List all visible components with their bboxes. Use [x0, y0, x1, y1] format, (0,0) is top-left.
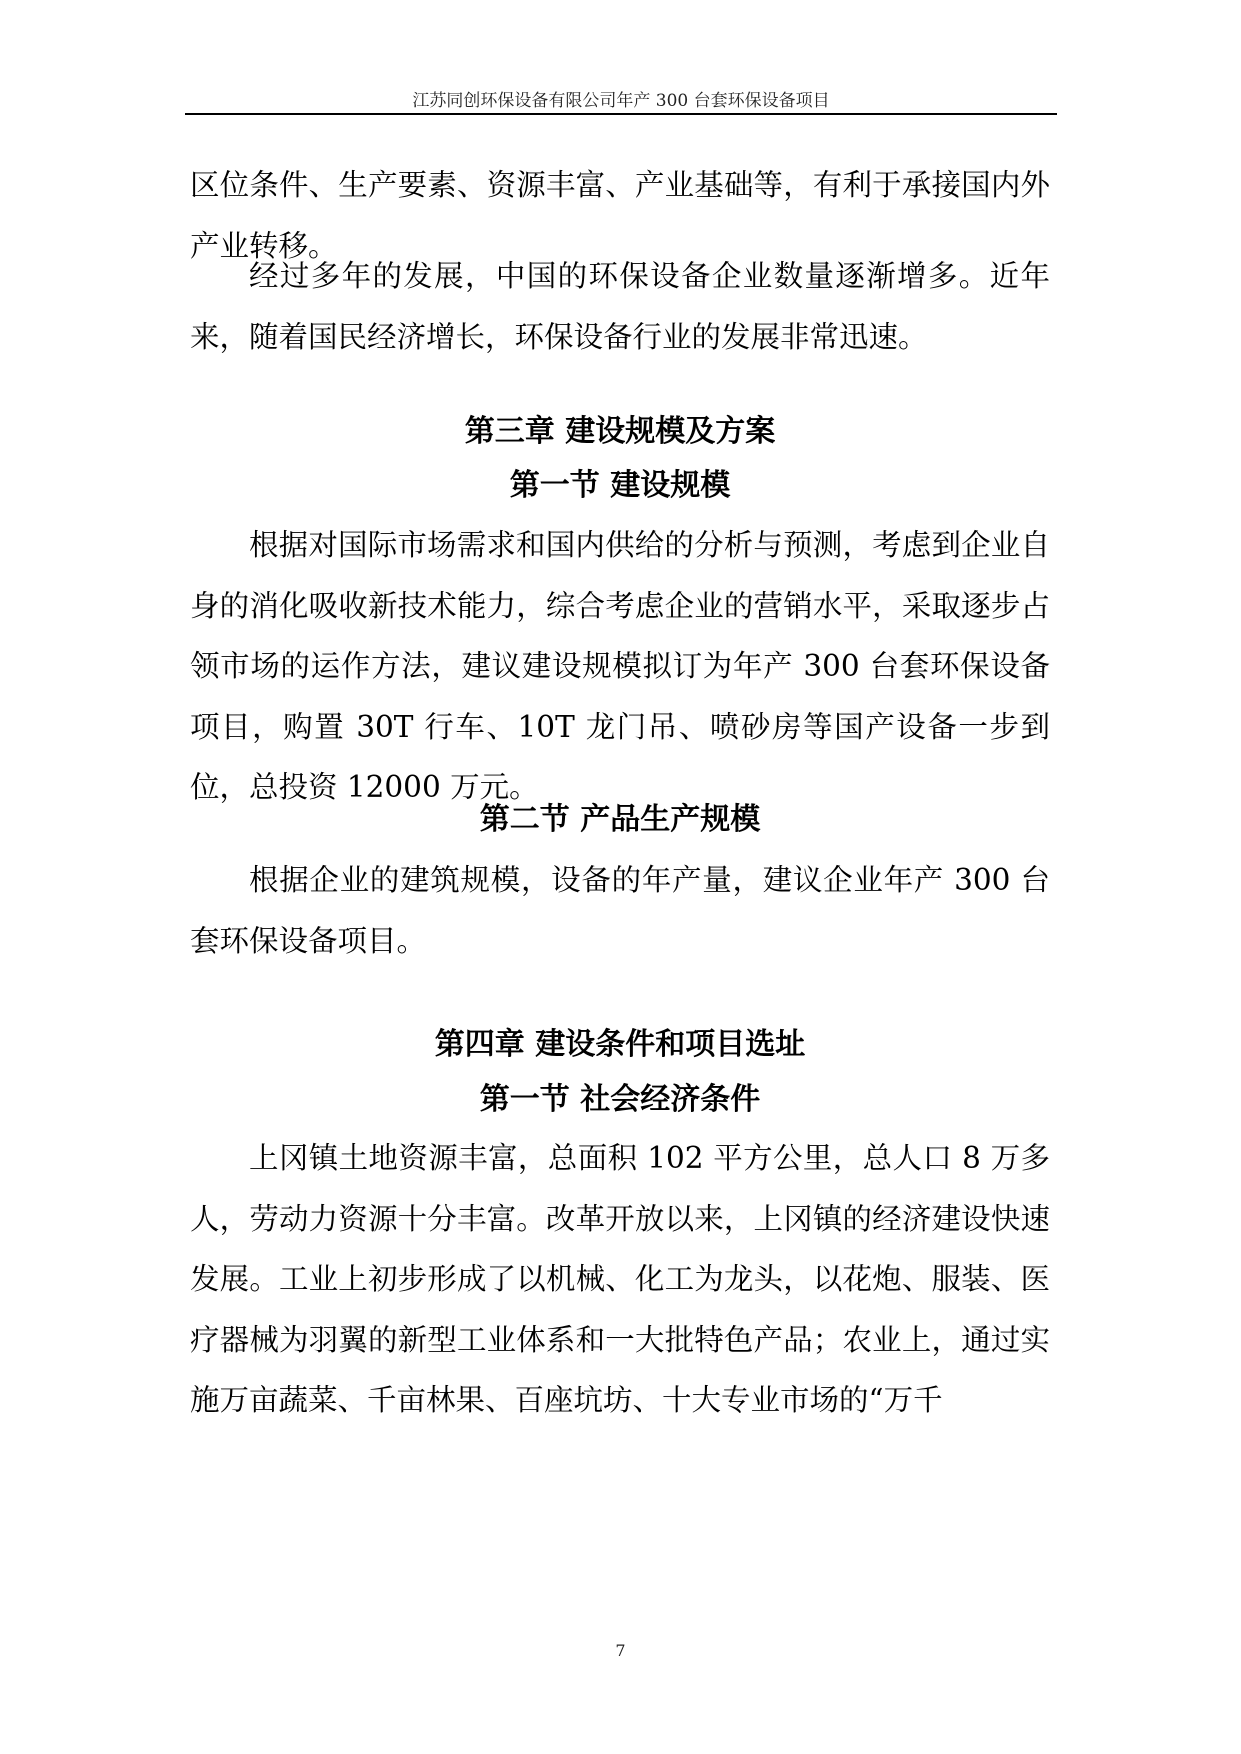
paragraph-2: 经过多年的发展，中国的环保设备企业数量逐渐增多。近年来，随着国民经济增长，环保设备行业的发展非常迅速。: [190, 259, 1050, 354]
chapter-3-heading: 第三章 建设规模及方案: [464, 414, 776, 449]
paragraph-1: 区位条件、生产要素、资源丰富、产业基础等，有利于承接国内外产业转移。: [190, 168, 1050, 263]
page-number: 7: [615, 1641, 626, 1660]
chapter-4-heading: 第四章 建设条件和项目选址: [434, 1027, 806, 1062]
paragraph-3: 根据对国际市场需求和国内供给的分析与预测，考虑到企业自身的消化吸收新技术能力，综合考虑企业的营销水平，采取逐步占领市场的运作方法，建议建设规模拟订为年产 300 台套环保设备项目，购置 30T 行车、10T 龙门吊、喷砂房等国产设备一步到位，总投资 12000 万元。: [190, 528, 1050, 804]
chapter-3-section-1-heading: 第一节 建设规模: [509, 468, 731, 503]
paragraph-4: 根据企业的建筑规模，设备的年产量，建议企业年产 300 台套环保设备项目。: [190, 863, 1050, 958]
header-rule: [185, 113, 1057, 115]
paragraph-5: 上冈镇土地资源丰富，总面积 102 平方公里，总人口 8 万多人，劳动力资源十分丰富。改革开放以来，上冈镇的经济建设快速发展。工业上初步形成了以机械、化工为龙头，以花炮、服装、医疗器械为羽翼的新型工业体系和一大批特色产品；农业上，通过实施万亩蔬菜、千亩林果、百座坑坊、十大专业市场的“万千: [190, 1141, 1050, 1417]
chapter-3-section-2-heading: 第二节 产品生产规模: [479, 802, 761, 837]
running-header: 江苏同创环保设备有限公司年产 300 台套环保设备项目: [412, 91, 830, 111]
chapter-4-section-1-heading: 第一节 社会经济条件: [479, 1082, 761, 1117]
